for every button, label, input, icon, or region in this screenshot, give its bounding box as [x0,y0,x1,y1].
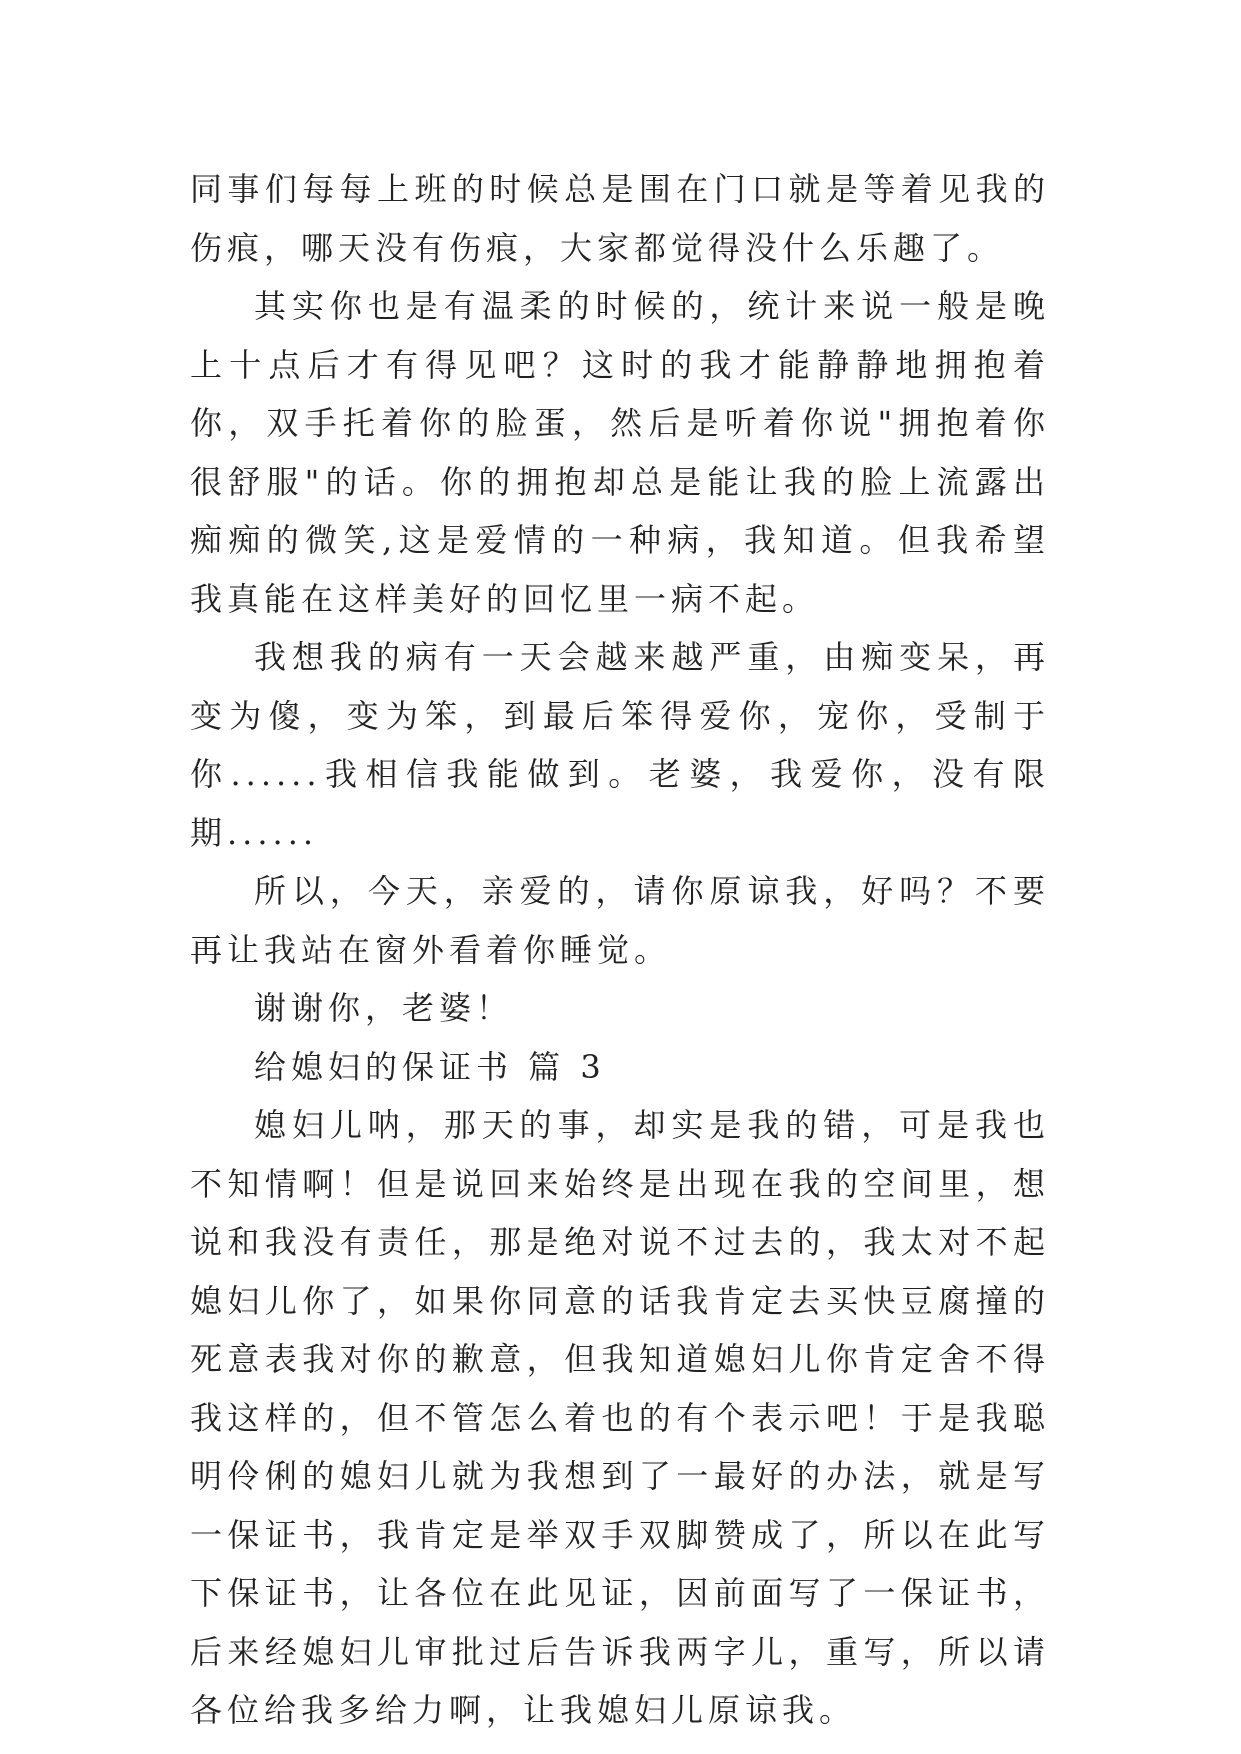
document-body [190,160,1050,1740]
paragraph-2: 其实你也是有温柔的时候的，统计来说一般是晚上十点后才有得见吧？这时的我才能静静地拥抱着你，双手托着你的脸蛋，然后是听着你说"拥抱着你很舒服"的话。你的拥抱却总是能让我的脸上流露出痴痴的微笑,这是爱情的一种病，我知道。但我希望我真能在这样美好的回忆里一病不起。 [190,287,1050,618]
paragraph-6: 媳妇儿呐，那天的事，却实是我的错，可是我也不知情啊！但是说回来始终是出现在我的空间里，想说和我没有责任，那是绝对说不过去的，我太对不起媳妇儿你了，如果你同意的话我肯定去买快豆腐撞的死意表我对你的歉意，但我知道媳妇儿你肯定舍不得我这样的，但不管怎么着也的有个表示吧！于是我聪明伶俐的媳妇儿就为我想到了一最好的办法，就是写一保证书，我肯定是举双手双脚赞成了，所以在此写下保证书，让各位在此见证，因前面写了一保证书，后来经媳妇儿审批过后告诉我两字儿，重写，所以请各位给我多给力啊，让我媳妇儿原谅我。 [190,1106,1050,1729]
paragraph-1: 同事们每每上班的时候总是围在门口就是等着见我的伤痕，哪天没有伤痕，大家都觉得没什么乐趣了。 [190,170,1050,267]
paragraph-4: 所以，今天，亲爱的，请你原谅我，好吗？不要再让我站在窗外看着你睡觉。 [190,872,1050,969]
paragraph-3: 我想我的病有一天会越来越严重，由痴变呆，再变为傻，变为笨，到最后笨得爱你，宠你，受制于你......我相信我能做到。老婆，我爱你，没有限期...... [190,638,1050,852]
paragraph-5: 谢谢你，老婆！ [254,989,514,1027]
section-heading: 给媳妇的保证书 篇 3 [254,1047,606,1086]
